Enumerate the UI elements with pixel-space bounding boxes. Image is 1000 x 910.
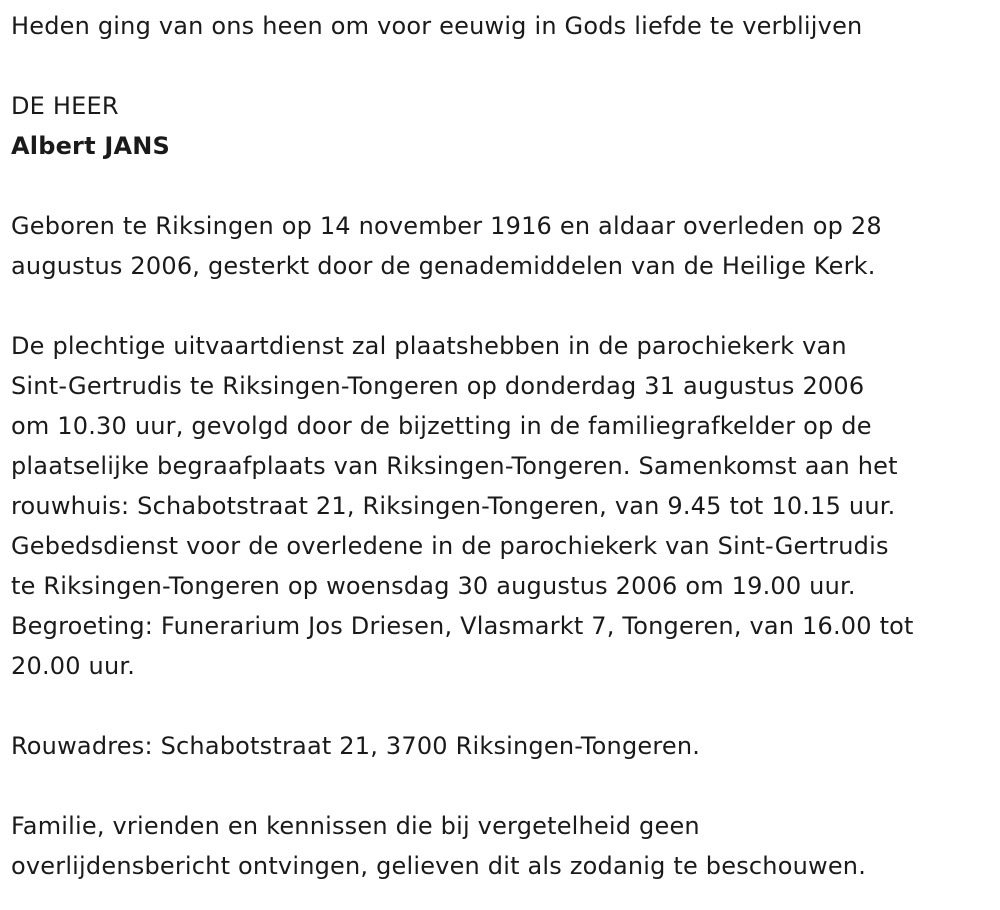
- spacer: [11, 286, 1000, 326]
- spacer: [11, 686, 1000, 726]
- spacer: [11, 166, 1000, 206]
- spacer: [11, 46, 1000, 86]
- birth-line: augustus 2006, gesterkt door de genademiddelen van de Heilige Kerk.: [11, 252, 876, 280]
- service-line: De plechtige uitvaartdienst zal plaatshebben in de parochiekerk van: [11, 332, 847, 360]
- notice-paragraph: [11, 806, 1000, 886]
- service-line: Gebedsdienst voor de overledene in de parochiekerk van Sint-Gertrudis: [11, 532, 889, 560]
- service-line: 20.00 uur.: [11, 652, 136, 680]
- notice-line: Familie, vrienden en kennissen die bij vergetelheid geen: [11, 812, 700, 840]
- service-paragraph: [11, 326, 1000, 686]
- intro-line: Heden ging van ons heen om voor eeuwig in Gods liefde te verblijven: [11, 12, 863, 40]
- deceased-name: Albert JANS: [11, 132, 170, 160]
- service-line: Sint-Gertrudis te Riksingen-Tongeren op donderdag 31 augustus 2006: [11, 372, 865, 400]
- service-line: Begroeting: Funerarium Jos Driesen, Vlasmarkt 7, Tongeren, van 16.00 tot: [11, 612, 914, 640]
- service-line: om 10.30 uur, gevolgd door de bijzetting in de familiegrafkelder op de: [11, 412, 872, 440]
- honorific-title: DE HEER: [11, 92, 119, 120]
- service-line: te Riksingen-Tongeren op woensdag 30 augustus 2006 om 19.00 uur.: [11, 572, 856, 600]
- service-line: rouwhuis: Schabotstraat 21, Riksingen-Tongeren, van 9.45 tot 10.15 uur.: [11, 492, 896, 520]
- spacer: [11, 766, 1000, 806]
- notice-line: overlijdensbericht ontvingen, gelieven dit als zodanig te beschouwen.: [11, 852, 867, 880]
- birth-line: Geboren te Riksingen op 14 november 1916 en aldaar overleden op 28: [11, 212, 882, 240]
- birth-paragraph: [11, 206, 1000, 286]
- mourning-address: Rouwadres: Schabotstraat 21, 3700 Riksingen-Tongeren.: [11, 732, 701, 760]
- service-line: plaatselijke begraafplaats van Riksingen-Tongeren. Samenkomst aan het: [11, 452, 898, 480]
